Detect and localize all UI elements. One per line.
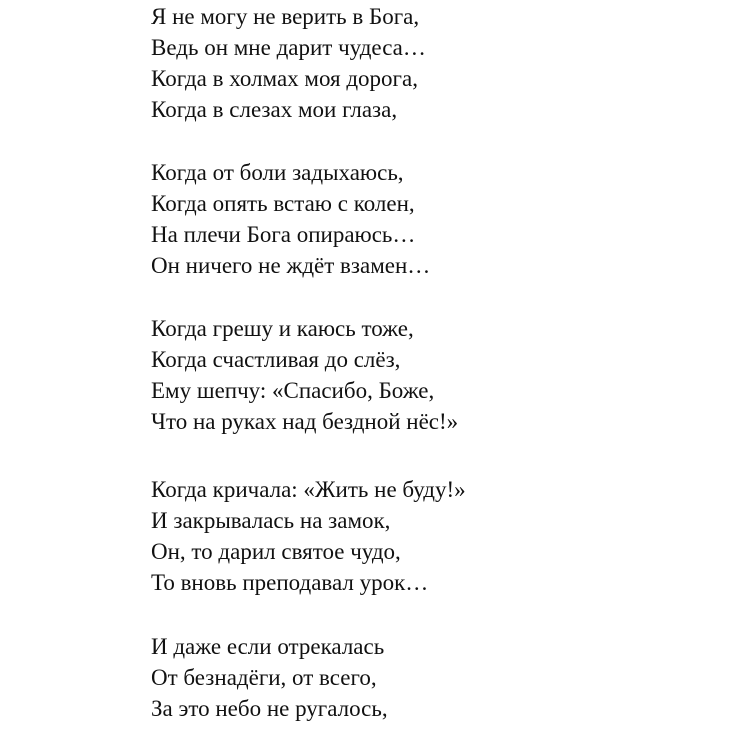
poem-line: И закрывалась на замок, <box>151 508 391 533</box>
poem-line: Когда в слезах мои глаза, <box>151 97 398 122</box>
poem-line: Когда опять встаю с колен, <box>151 191 415 216</box>
poem-line: Он, то дарил святое чудо, <box>151 539 401 564</box>
poem-line: То вновь преподавал урок… <box>151 570 429 595</box>
poem-line: За это небо не ругалось, <box>151 696 388 721</box>
poem-line: Когда от боли задыхаюсь, <box>151 160 404 185</box>
poem-line: И даже если отрекалась <box>151 634 385 659</box>
poem-line: Я не могу не верить в Бога, <box>151 4 420 29</box>
poem-line: Ведь он мне дарит чудеса… <box>151 35 426 60</box>
poem-line: На плечи Бога опираюсь… <box>151 222 416 247</box>
poem-line: Когда кричала: «Жить не буду!» <box>151 477 466 502</box>
poem-line: Когда в холмах моя дорога, <box>151 66 418 91</box>
poem-line: Он ничего не ждёт взамен… <box>151 253 431 278</box>
poem-line: От безнадёги, от всего, <box>151 665 377 690</box>
poem-line: Что на руках над бездной нёс!» <box>151 409 459 434</box>
poem-line: Когда счастливая до слёз, <box>151 347 401 372</box>
poem-line: Ему шепчу: «Спасибо, Боже, <box>151 378 435 403</box>
poem-line: Когда грешу и каюсь тоже, <box>151 316 414 341</box>
